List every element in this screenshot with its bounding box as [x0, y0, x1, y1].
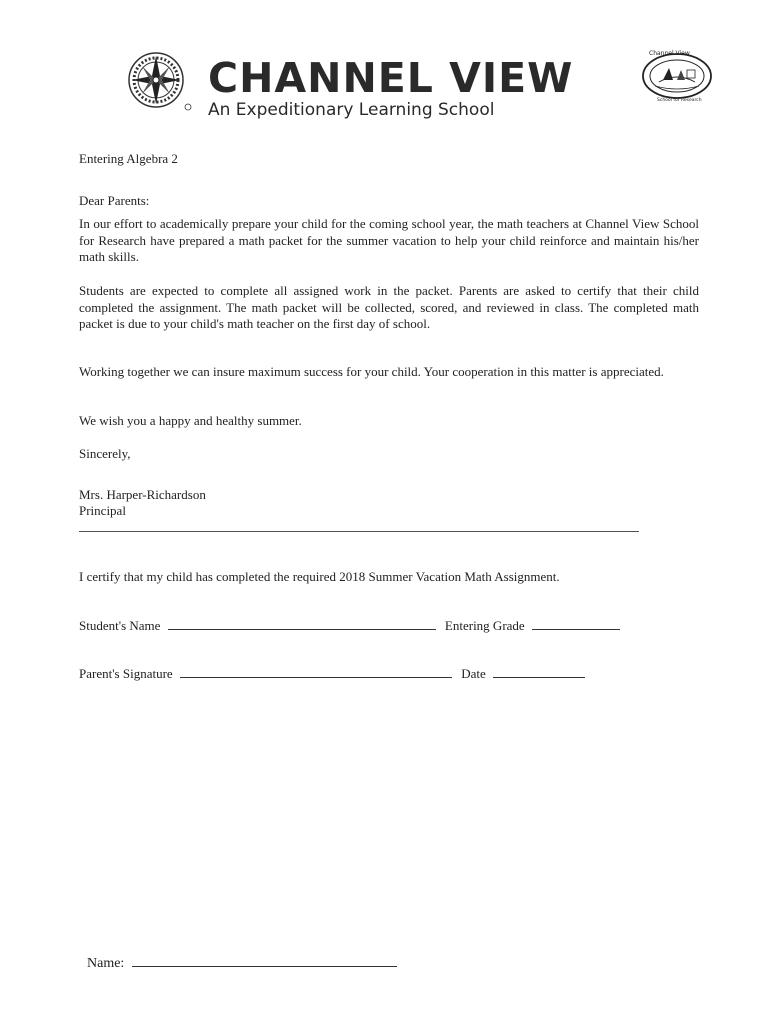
date-field[interactable]: [493, 666, 585, 678]
footer-name-row: [87, 955, 397, 972]
letter-subject: Entering Algebra 2: [79, 151, 178, 166]
entering-grade-field[interactable]: [532, 618, 620, 630]
school-tagline: An Expeditionary Learning School: [208, 100, 495, 120]
school-brand: [208, 55, 573, 121]
signer-name: Mrs. Harper-Richardson: [79, 487, 206, 502]
parent-signature-label: Parent's Signature: [79, 666, 173, 681]
letter-paragraph-4: We wish you a happy and healthy summer.: [79, 413, 302, 428]
seal-bottom-text: School for Research: [657, 98, 702, 102]
certification-statement: I certify that my child has completed the required 2018 Summer Vacation Math Assignment.: [79, 569, 560, 584]
parent-signature-field[interactable]: [180, 666, 452, 678]
student-name-label: Student's Name: [79, 618, 161, 633]
cut-line-divider: [79, 531, 639, 532]
letter-paragraph-3: Working together we can insure maximum success for your child. Your cooperation in this matter is appreciated.: [79, 364, 664, 379]
entering-grade-label: Entering Grade: [444, 618, 525, 633]
signer-title: Principal: [79, 503, 126, 518]
seal-top-text: Channel View: [649, 50, 690, 57]
date-label: Date: [461, 666, 486, 681]
letter-paragraph-2: Students are expected to complete all assigned work in the packet. Parents are asked to certify that their child completed the assignment. The math packet will be collected, scored, and reviewed in class. The completed math packet is due to your child's math teacher on the first day of school.: [79, 283, 699, 331]
school-name: CHANNEL VIEW: [208, 54, 574, 102]
footer-name-field[interactable]: [132, 955, 397, 967]
parent-signature-row: [79, 666, 739, 683]
student-name-field[interactable]: [168, 618, 436, 630]
letter-paragraph-1: In our effort to academically prepare your child for the coming school year, the math teachers at Channel View School for Research have prepared a math packet for the summer vacation to help your child reinforce and maintain his/her math skills.: [79, 216, 699, 264]
compass-logo-icon: [122, 50, 194, 112]
school-seal-icon: [633, 46, 717, 102]
letterhead: [0, 0, 770, 140]
letter-salutation: Dear Parents:: [79, 193, 150, 208]
student-info-row: [79, 618, 739, 635]
footer-name-label: Name:: [87, 956, 125, 971]
letter-closing: Sincerely,: [79, 446, 131, 461]
